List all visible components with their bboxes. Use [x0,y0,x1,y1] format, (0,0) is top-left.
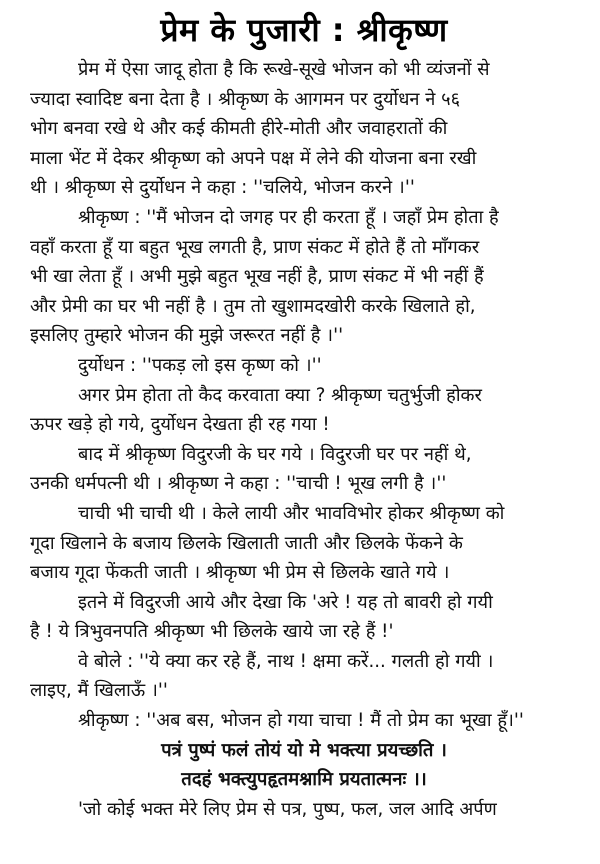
text-line: ज्यादा स्वादिष्ट बना देता है । श्रीकृष्ण के आगमन पर दुर्योधन ने ५६ [30,88,461,110]
text-line: भोग बनवा रखे थे और कई कीमती हीरे-मोती और जवाहरातों की [30,118,448,140]
text-line: वहाँ करता हूँ या बहुत भूख लगती है, प्राण संकट में होते हैं तो माँगकर [30,236,480,258]
text-line: अगर प्रेम होता तो कैद करवाता क्या ? श्रीकृष्ण चतुर्भुजी होकर [78,384,482,406]
text-line: ऊपर खड़े हो गये, दुर्योधन देखता ही रह गया ! [30,414,330,436]
text-line: इसलिए तुम्हारे भोजन की मुझे जरूरत नहीं है ।'' [30,325,344,347]
text-line: प्रेम में ऐसा जादू होता है कि रूखे-सूखे भोजन को भी व्यंजनों से [78,59,490,80]
text-line: श्रीकृष्ण : ''मैं भोजन दो जगह पर ही करता हूँ । जहाँ प्रेम होता है [78,206,499,228]
text-line: उनकी धर्मपत्नी थी । श्रीकृष्ण ने कहा : ''चाची ! भूख लगी है ।'' [30,473,447,495]
text-line: वे बोले : ''ये क्या कर रहे हैं, नाथ ! क्षमा करें... गलती हो गयी । [78,650,494,672]
text-line: दुर्योधन : ''पकड़ लो इस कृष्ण को ।'' [78,354,322,376]
text-line: चाची भी चाची थी । केले लायी और भावविभोर होकर श्रीकृष्ण को [78,502,505,524]
text-line: और प्रेमी का घर भी नहीं है । तुम तो खुशामदखोरी करके खिलाते हो, [30,295,476,317]
text-line: श्रीकृष्ण : ''अब बस, भोजन हो गया चाचा ! मैं तो प्रेम का भूखा हूँ।'' [78,710,524,732]
text-line: लाइए, मैं खिलाऊँ ।'' [30,680,168,702]
body-text [30,55,578,824]
document-page [0,8,600,864]
verse-line: तदहं भक्त्युपहृतमश्नामि प्रयतात्मनः ।। [181,769,427,791]
text-line: माला भेंट में देकर श्रीकृष्ण को अपने पक्ष में लेने की योजना बना रखी [30,147,477,169]
text-line: गूदा खिलाने के बजाय छिलके खिलाती जाती और छिलके फेंकने के [30,532,463,554]
text-line: थी । श्रीकृष्ण से दुर्योधन ने कहा : ''चलिये, भोजन करने ।'' [30,177,415,199]
text-line: बाद में श्रीकृष्ण विदुरजी के घर गये । विदुरजी घर पर नहीं थे, [78,443,472,465]
text-line: भी खा लेता हूँ । अभी मुझे बहुत भूख नहीं है, प्राण संकट में भी नहीं हैं [30,266,484,288]
page-title: प्रेम के पुजारी : श्रीकृष्ण [160,11,448,49]
text-line: इतने में विदुरजी आये और देखा कि 'अरे ! यह तो बावरी हो गयी [78,591,493,613]
text-line: है ! ये त्रिभुवनपति श्रीकृष्ण भी छिलके खाये जा रहे हैं !' [30,621,394,643]
text-line: 'जो कोई भक्त मेरे लिए प्रेम से पत्र, पुष्प, फल, जल आदि अर्पण [78,798,497,820]
text-line: बजाय गूदा फेंकती जाती । श्रीकृष्ण भी प्रेम से छिलके खाते गये । [30,562,450,584]
verse-line: पत्रं पुष्पं फलं तोयं यो मे भक्त्या प्रयच्छति । [161,739,447,761]
